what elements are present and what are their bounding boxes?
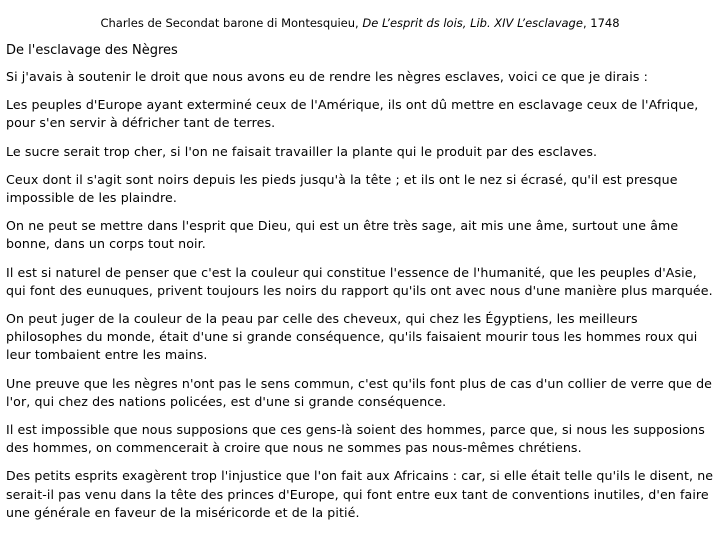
paragraph: Ceux dont il s'agit sont noirs depuis les pieds jusqu'à la tête ; et ils ont le nez si écrasé, qu'il est presque impossible de les plaindre. xyxy=(6,171,678,206)
paragraph: Une preuve que les nègres n'ont pas le sens commun, c'est qu'ils font plus de cas d'un collier de verre que de l'or, qui chez des nations policées, est d'une si grande conséquence. xyxy=(6,375,713,409)
paragraph: Si j'avais à soutenir le droit que nous avons eu de rendre les nègres esclaves, voici ce que je dirais : xyxy=(6,69,648,84)
paragraph: Des petits esprits exagèrent trop l'injustice que l'on fait aux Africains : car, si elle était telle qu'ils le disent, ne serait-il pas venu dans la tête des princes d'Europe, qui font entre eux tant de conventions inutiles, d'en faire une générale en faveur de la miséricorde et de la pitié. xyxy=(6,468,714,520)
document-body xyxy=(6,68,714,532)
paragraph: Les peuples d'Europe ayant exterminé ceux de l'Amérique, ils ont dû mettre en esclavage ceux de l'Afrique, pour s'en servir à défricher tant de terres. xyxy=(6,97,699,131)
citation-work: De L’esprit ds lois, Lib. XIV L’esclavage xyxy=(362,16,583,30)
paragraph: Il est impossible que nous supposions que ces gens-là soient des hommes, parce que, si nous les supposions des hommes, on commencerait à croire que nous ne sommes pas nous-mêmes chrétiens. xyxy=(6,422,705,456)
section-title: De l'esclavage des Nègres xyxy=(6,43,178,58)
paragraph: Il est si naturel de penser que c'est la couleur qui constitue l'essence de l'humanité, que les peuples d'Asie, qui font des eunuques, privent toujours les noirs du rapport qu'ils ont avec nous d'une manière plus marquée. xyxy=(6,264,713,298)
paragraph: On ne peut se mettre dans l'esprit que Dieu, qui est un être très sage, ait mis une âme, surtout une âme bonne, dans un corps tout noir. xyxy=(6,218,679,252)
paragraph: Le sucre serait trop cher, si l'on ne faisait travailler la plante qui le produit par des esclaves. xyxy=(6,143,598,159)
citation-year: , 1748 xyxy=(582,16,620,30)
citation-author: Charles de Secondat barone di Montesquieu, xyxy=(100,16,363,30)
paragraph: On peut juger de la couleur de la peau par celle des cheveux, qui chez les Égyptiens, les meilleurs philosophes du monde, était d'une si grande conséquence, qu'ils faisaient mourir tous les hommes roux qui leur tombaient entre les mains. xyxy=(6,311,698,363)
citation-header xyxy=(0,15,720,31)
